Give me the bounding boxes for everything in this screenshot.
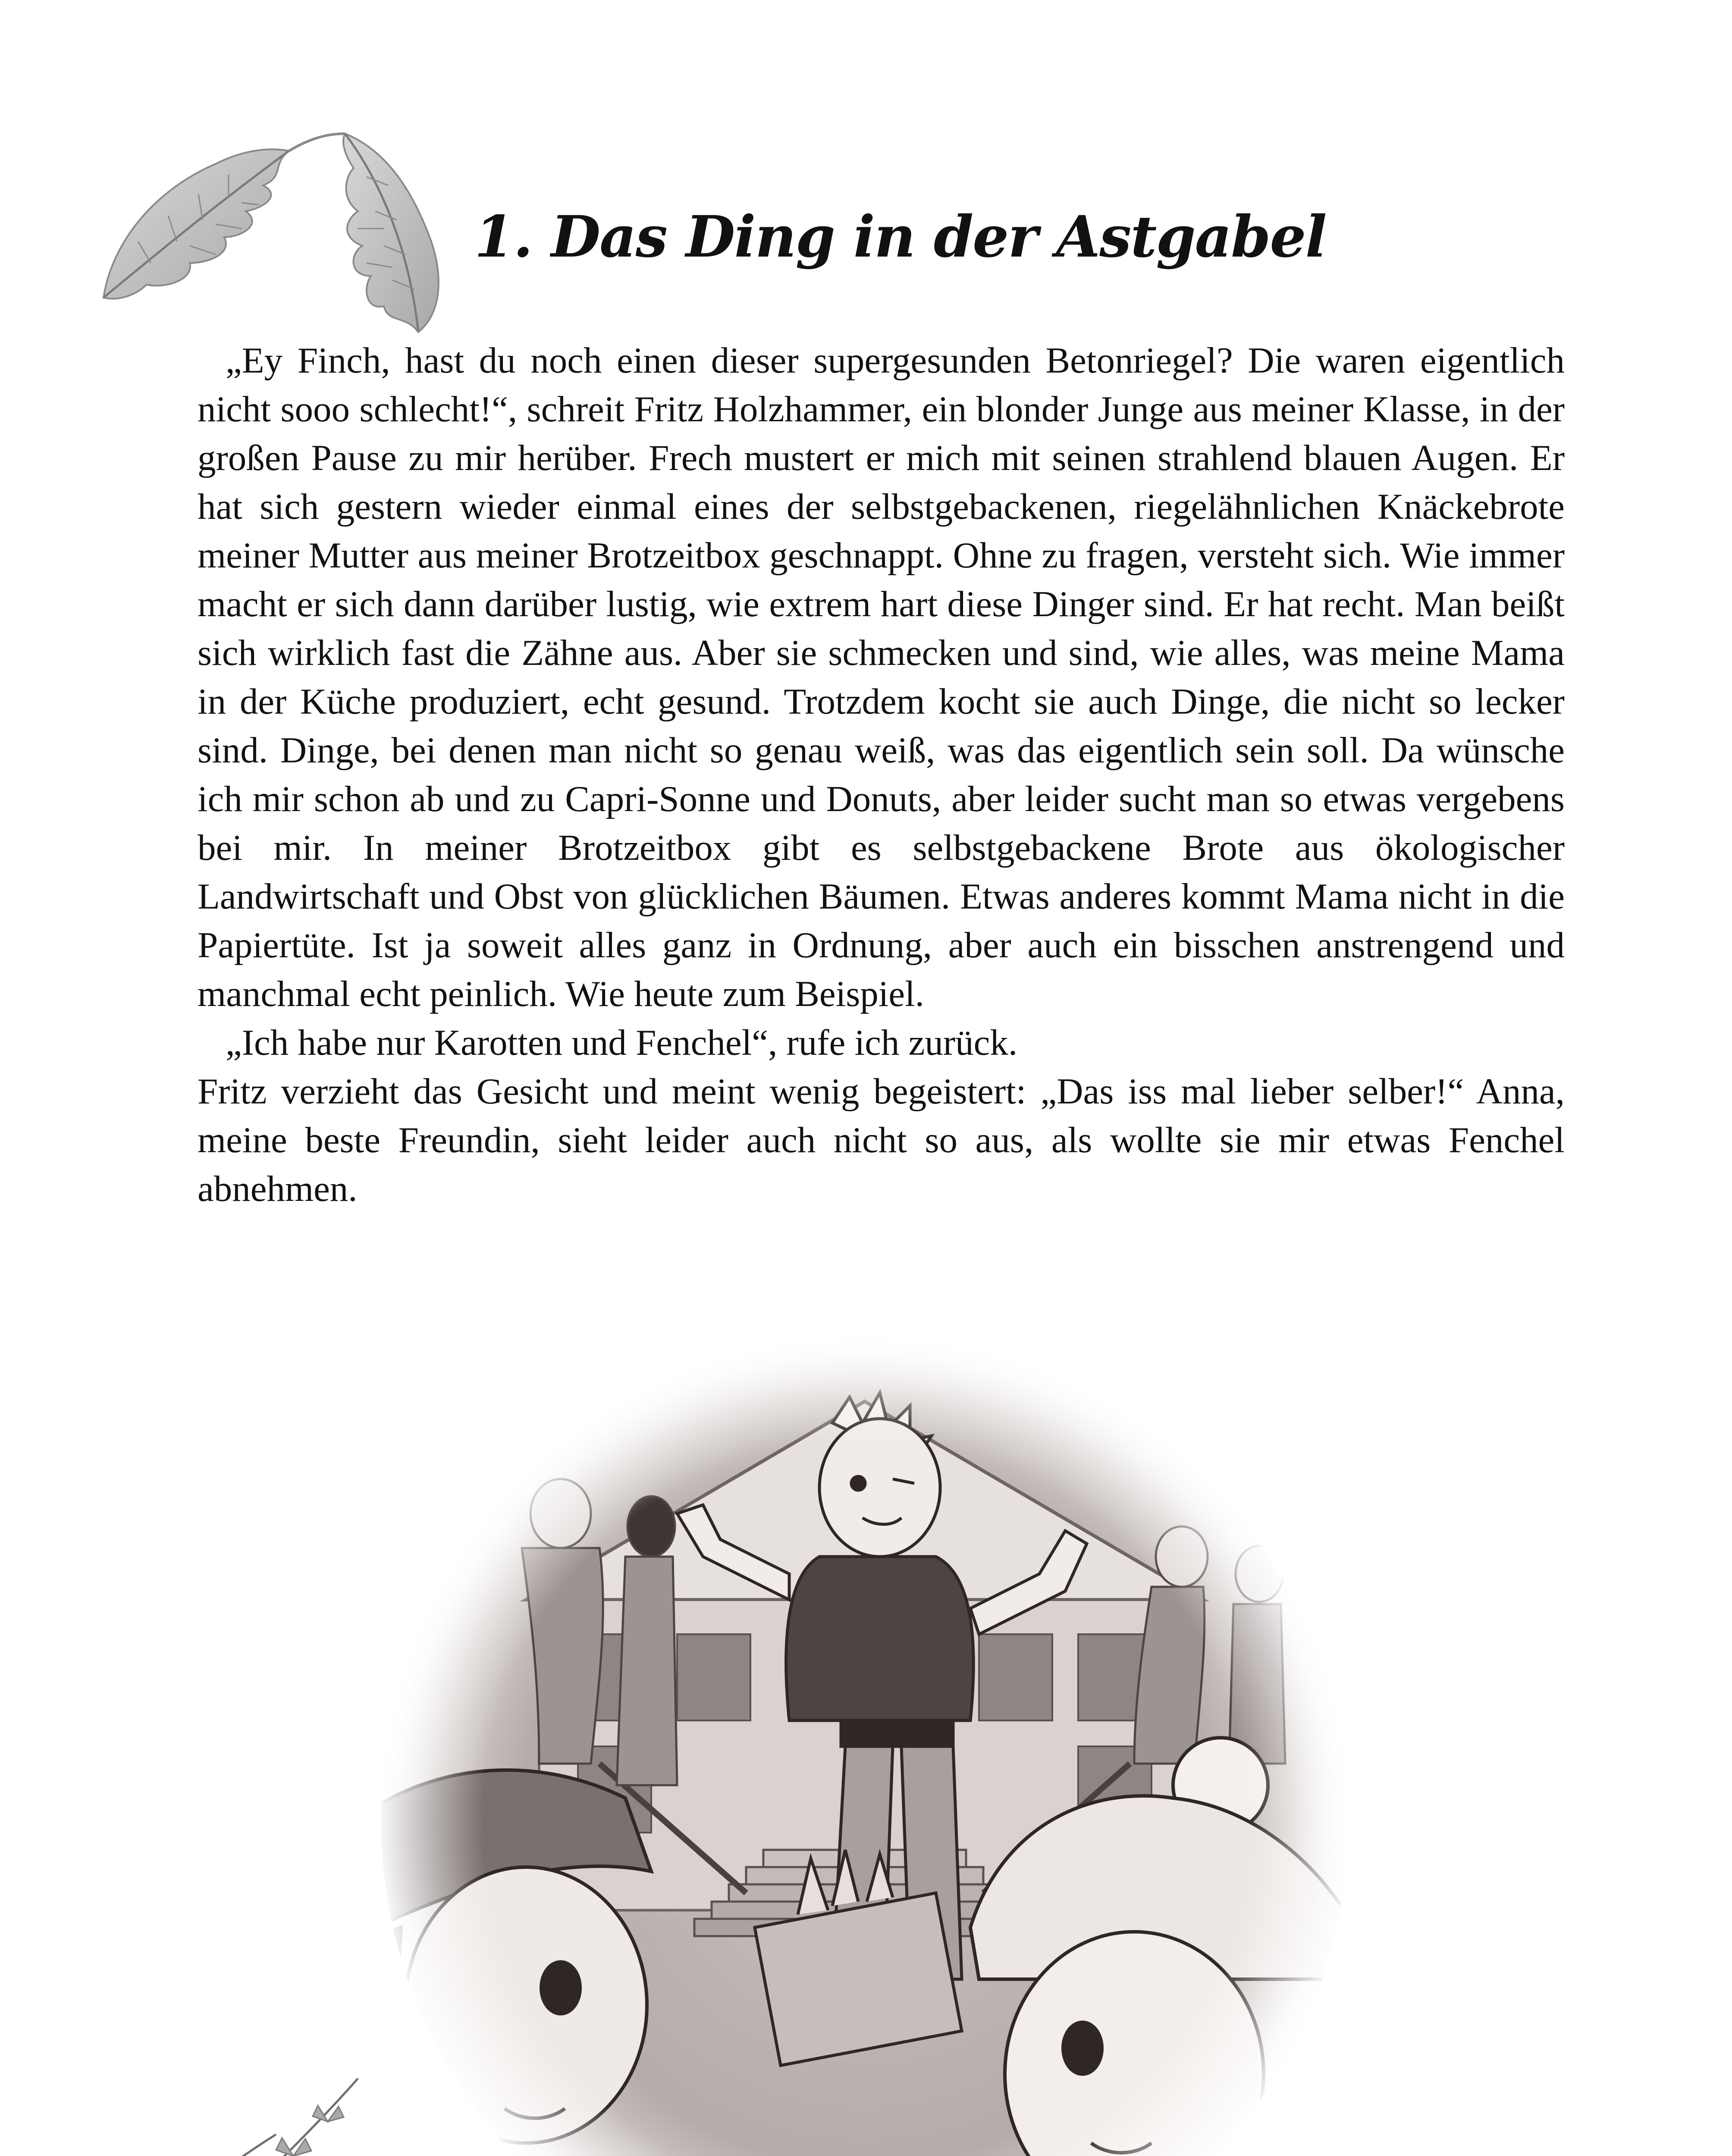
paragraph: Fritz verzieht das Gesicht und meint wenig begeistert: „Das iss mal lieber selber!“ Anna, meine beste Freundin, sieht leider auch nicht so aus, als wollte sie mir etwas Fenchel abnehmen. [198, 1071, 1565, 1209]
chapter-title: 1. Das Ding in der Astgabel [474, 204, 1326, 270]
paragraph: „Ich habe nur Karotten und Fenchel“, rufe ich zurück. [226, 1022, 1018, 1063]
oak-leaves-illustration [86, 99, 474, 341]
schoolyard-illustration [375, 1332, 1354, 2156]
fern-flowers-illustration [0, 2027, 453, 2156]
paragraph: „Ey Finch, hast du noch einen dieser supergesunden Betonriegel? Die waren eigentlich nicht sooo schlecht!“, schreit Fritz Holzhammer, ein blonder Junge aus meiner Klasse, in der großen Pause zu mir herüber. Frech mustert er mich mit seinen strahlend blauen Augen. Er hat sich gestern wieder einmal eines der selbstgebackenen, riegelähnlichen Knäckebrote meiner Mutter aus meiner Brotzeitbox geschnappt. Ohne zu fragen, versteht sich. Wie immer macht er sich dann darüber lustig, wie extrem hart diese Dinger sind. Er hat recht. Man beißt sich wirklich fast die Zähne aus. Aber sie schmecken und sind, wie alles, was meine Mama in der Küche produziert, echt gesund. Trotzdem kocht sie auch Dinge, die nicht so lecker sind. Dinge, bei denen man nicht so genau weiß, was das eigentlich sein soll. Da wünsche ich mir schon ab und zu Capri-Sonne und Donuts, aber leider sucht man so etwas vergebens bei mir. In meiner Brotzeitbox gibt es selbstgebackene Brote aus ökologischer Landwirtschaft und Obst von glücklichen Bäumen. Etwas anderes kommt Mama nicht in die Papiertüte. Ist ja soweit alles ganz in Ordnung, aber auch ein bisschen anstrengend und manchmal echt peinlich. Wie heute zum Beispiel. [198, 340, 1565, 1014]
body-text [198, 336, 1565, 1213]
